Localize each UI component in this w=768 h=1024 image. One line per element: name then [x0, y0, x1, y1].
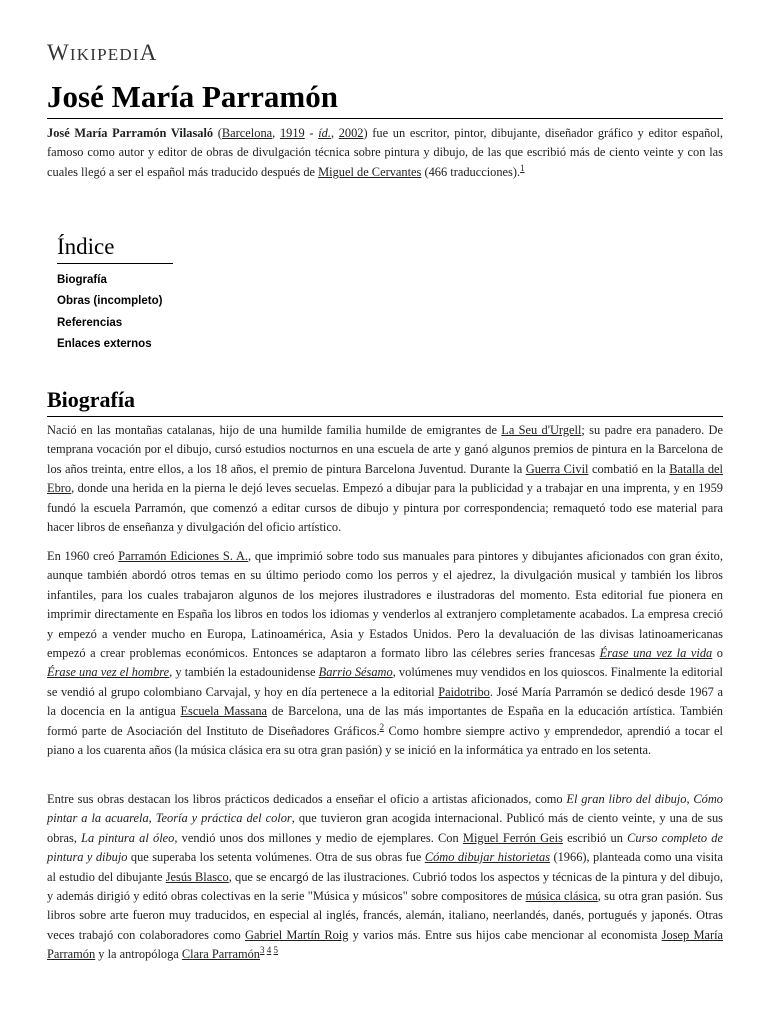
biography-paragraph-1: [47, 421, 723, 537]
link-jesus-blasco[interactable]: Jesús Blasco: [165, 869, 229, 884]
wordmark-middle: IKIPEDI: [69, 45, 140, 64]
italic-book-title: Curso completo de pintura y dibujo: [47, 830, 723, 865]
link-musica-clasica[interactable]: música clásica: [525, 889, 598, 904]
wikipedia-wordmark[interactable]: [47, 40, 158, 66]
link-miguel-de-cervantes[interactable]: Miguel de Cervantes: [318, 164, 422, 179]
lead-text: -: [304, 126, 319, 140]
paragraph-text: que superaba los setenta volúmenes. Otra de sus obras fue: [127, 850, 425, 865]
link-gabriel-martin-roig[interactable]: Gabriel Martín Roig: [245, 927, 349, 942]
lead-text: (: [213, 126, 222, 140]
paragraph-text: , donde una herida en la pierna le dejó leves secuelas. Empezó a dibujar para la publicidad y a trabajar en una imprenta, y en 1959 fundó la escuela Parramón, que comenzó a editar cursos de dibujo y pintura por correspondencia; remaquetó todo ese material para hacer libros de enseñanza y divulgación del oficio artístico.: [47, 481, 723, 535]
lead-text: ) fue un escritor, pintor, dibujante, diseñador gráfico y editor español, famoso como autor y editor de obras de divulgación técnica sobre pintura y dibujo, de las que escribió más de ciento veinte y con las cuales llegó a ser el español más traducido después de: [47, 126, 723, 179]
reference-2[interactable]: 2: [379, 721, 385, 732]
link-paidotribo[interactable]: Paidotribo: [438, 684, 490, 699]
toc-heading: Índice: [57, 232, 173, 264]
paragraph-text: Nació en las montañas catalanas, hijo de una humilde familia humilde de emigrantes de: [47, 423, 502, 437]
paragraph-text: En 1960 creó: [47, 549, 119, 563]
paragraph-text: ; su padre era panadero. De temprana vocación por el dibujo, cursó estudios nocturnos en una escuela de arte y ganó algunos premios de pintura en la Barcelona de los años treinta, entre ellos, a los 18 años, el premio de pintura Barcelona Juventud. Durante la: [47, 423, 723, 476]
link-id[interactable]: íd.: [318, 126, 331, 140]
toc-item-obras[interactable]: Obras (incompleto): [57, 295, 163, 308]
link-parramon-ediciones[interactable]: Parramón Ediciones S. A.: [118, 549, 249, 563]
lead-text: ,: [272, 126, 280, 140]
link-2002[interactable]: 2002: [338, 126, 364, 140]
lead-paragraph: [47, 124, 723, 182]
paragraph-text: , que imprimió sobre todo sus manuales para pintores y dibujantes aficionados con gran éxito, aunque también abordó otros temas en su último periodo como los perros y el ajedrez, la divulgación musical y también los libros infantiles, para los cuales trabajaron algunos de los mejores ilustradores e ilustradoras del momento. Esta editorial fue pionera en imprimir directamente en España los libros en todos los idiomas y venderlos al extranjero completamente acabados. La empresa creció y empezó a vender mucho en Europa, Latinoamérica, Asia y Estados Unidos. Pero la devaluación de las divisas latinoamericanas empezó a crear problemas económicos. Entonces se adaptaron a formato libro las célebres series francesas: [47, 549, 723, 661]
paragraph-text: escribió un: [562, 830, 628, 845]
toc-item-enlaces-externos[interactable]: Enlaces externos: [57, 337, 152, 350]
paragraph-text: de Barcelona, una de las más importantes de España en la educación artística. También formó parte de Asociación del Instituto de Diseñadores Gráficos.: [47, 704, 723, 738]
link-miguel-ferron-geis[interactable]: Miguel Ferrón Geis: [462, 830, 563, 845]
link-barrio-sesamo[interactable]: Barrio Sésamo: [318, 665, 393, 680]
link-clara-parramon[interactable]: Clara Parramón: [181, 947, 260, 962]
toc-item-biografia[interactable]: Biografía: [57, 274, 107, 286]
biography-paragraph-2: [47, 547, 723, 760]
section-heading-biografia: Biografía: [47, 385, 723, 417]
paragraph-text: Entre sus obras destacan los libros prácticos dedicados a enseñar el oficio a artistas aficionados, como: [47, 792, 567, 806]
toc-item-referencias[interactable]: Referencias: [57, 316, 123, 329]
paragraph-text: , y también la estadounidense: [169, 665, 319, 680]
paragraph-text: y la antropóloga: [95, 947, 182, 962]
paragraph-text: Como hombre siempre activo y emprendedor, aprendió a tocar el piano a los cuarenta años (la música clásica era su otra gran pasión) y se inició en la informática ya entrado en los setenta.: [47, 723, 723, 758]
paragraph-text: . José María Parramón se dedicó desde 1967 a la docencia en la antigua: [47, 684, 723, 719]
reference-4[interactable]: 4: [266, 945, 272, 956]
paragraph-text: y varios más. Entre sus hijos cabe mencionar al economista: [348, 927, 662, 942]
lead-text: ,: [330, 126, 339, 140]
link-la-seu-durgell[interactable]: La Seu d'Urgell: [501, 423, 582, 437]
paragraph-text: , que tuvieron gran acogida internacional. Publicó más de ciento veinte, y una de sus obras,: [47, 811, 723, 845]
paragraph-text: , vendió unos dos millones y medio de ejemplares. Con: [174, 830, 463, 845]
link-erase-una-vez-el-hombre[interactable]: Érase una vez el hombre: [47, 665, 170, 680]
link-batalla-del-ebro[interactable]: Batalla del Ebro: [47, 461, 724, 496]
wordmark-last-letter: A: [139, 40, 158, 65]
reference-3[interactable]: 3: [260, 945, 265, 956]
subject-name: José María Parramón Vilasaló: [47, 126, 214, 140]
table-of-contents: [57, 232, 173, 355]
paragraph-text: , su otra gran pasión. Sus libros sobre arte fueron muy traducidos, en especial al inglés, francés, alemán, italiano, neerlandés, danés, portugués y japonés. Otras veces trabajó con colaboradores como: [47, 889, 723, 942]
link-josep-maria-parramon[interactable]: Josep María Parramón: [47, 927, 724, 962]
reference-1[interactable]: 1: [520, 162, 525, 173]
link-como-dibujar-historietas[interactable]: Cómo dibujar historietas: [424, 850, 551, 865]
link-1919[interactable]: 1919: [279, 126, 305, 140]
link-barcelona[interactable]: Barcelona: [221, 126, 273, 140]
paragraph-text: , volúmenes muy vendidos en los quioscos. Finalmente la editorial se vendió al grupo colombiano Carvajal, y hoy en día pertenece a la editorial: [47, 665, 723, 699]
paragraph-text: combatió en la: [588, 461, 670, 476]
paragraph-text: , que se encargó de las ilustraciones. Cubrió todos los aspectos y técnicas de la pintura y del dibujo, y además dirigió y editó obras colectivas en la serie "Música y músicos" sobre compositores de: [47, 869, 723, 904]
italic-book-title: La pintura al óleo: [81, 830, 175, 845]
biography-paragraph-3: [47, 790, 723, 965]
paragraph-text: (1966), planteada como una visita al estudio del dibujante: [47, 850, 723, 884]
italic-book-titles: El gran libro del dibujo, Cómo pintar a la acuarela, Teoría y práctica del color: [47, 792, 723, 826]
paragraph-text: o: [712, 646, 724, 661]
link-guerra-civil[interactable]: Guerra Civil: [525, 461, 589, 476]
wordmark-first-letter: W: [47, 40, 70, 65]
link-escuela-massana[interactable]: Escuela Massana: [180, 704, 268, 719]
reference-5[interactable]: 5: [273, 945, 278, 956]
toc-list: [57, 270, 173, 355]
lead-text: (466 traducciones).: [421, 164, 521, 179]
link-erase-una-vez-la-vida[interactable]: Érase una vez la vida: [599, 646, 713, 661]
page-title: José María Parramón: [47, 78, 723, 119]
